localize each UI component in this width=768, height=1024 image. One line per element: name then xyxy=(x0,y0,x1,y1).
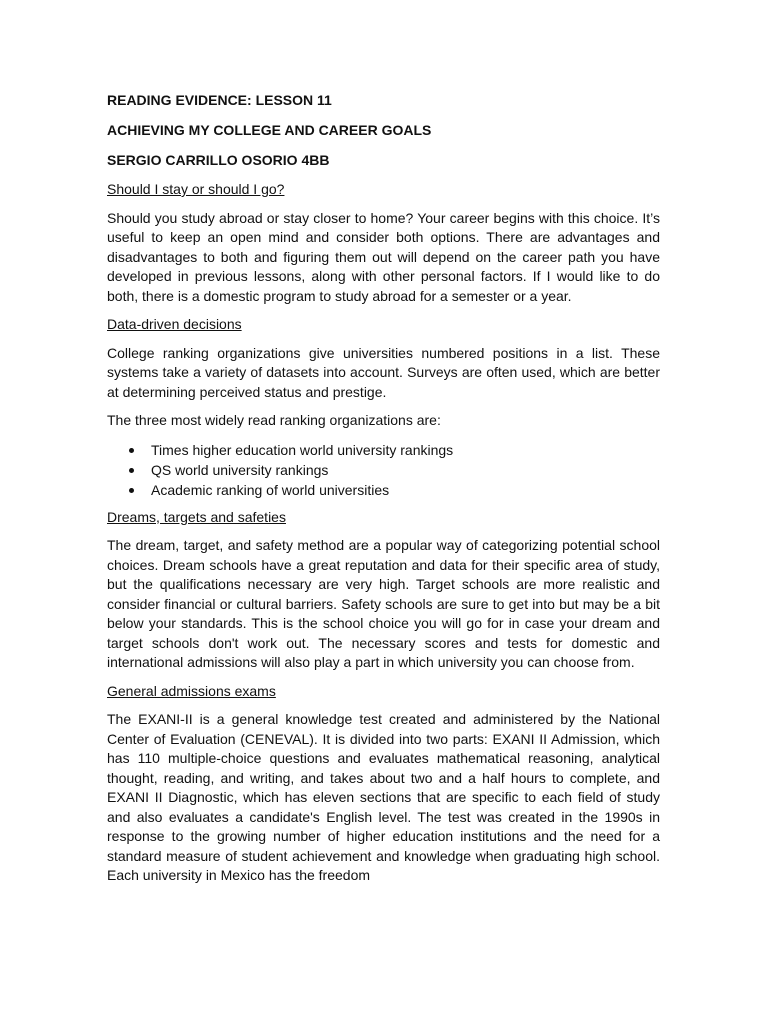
paragraph-data-driven: College ranking organizations give universities numbered positions in a list. These systems take a variety of datasets into account. Surveys are often used, which are better at determining perceived status and prestige. xyxy=(107,344,660,400)
bullet-icon xyxy=(129,468,134,473)
list-item xyxy=(107,440,660,460)
list-item xyxy=(107,460,660,480)
paragraph-exams: The EXANI-II is a general knowledge test created and administered by the National Center of Evaluation (CENEVAL). It is divided into two parts: EXANI II Admission, which has 110 multiple-choice questions and evaluates mathematical reasoning, analytical thought, reading, and writing, and takes about two and a half hours to complete, and EXANI II Diagnostic, which has eleven sections that are specific to each field of study and also evaluates a candidate's English level. The test was created in the 1990s in response to the growing number of higher education institutions and the need for a standard measure of student achievement and knowledge when graduating high school. Each university in Mexico has the freedom xyxy=(107,711,660,883)
paragraph-dreams: The dream, target, and safety method are a popular way of categorizing potential school choices. Dream schools have a great reputation and data for their specific area of study, but the qualifications necessary are very high. Target schools are more realistic and consider financial or cultural barriers. Safety schools are sure to get into but may be a bit below your standards. This is the school choice you will go for in case your dream and target schools don't work out. The necessary scores and tests for domestic and international admissions will also play a part in which university you can choose from. xyxy=(107,537,660,670)
list-item-text: Times higher education world university rankings xyxy=(151,441,454,458)
list-item-text: QS world university rankings xyxy=(151,461,329,478)
section-title-stay-or-go: Should I stay or should I go? xyxy=(107,181,285,197)
document-content xyxy=(107,90,660,895)
ranking-organizations-list xyxy=(107,440,660,500)
section-title-data-driven: Data-driven decisions xyxy=(107,316,242,332)
bullet-icon xyxy=(129,448,134,453)
bullet-icon xyxy=(129,488,134,493)
list-item-text: Academic ranking of world universities xyxy=(151,481,390,498)
paragraph-stay-or-go: Should you study abroad or stay closer to home? Your career begins with this choice. It’s useful to keep an open mind and consider both options. There are advantages and disadvantages to both and figuring them out will depend on the career path you have developed in previous lessons, along with other personal factors. If I would like to do both, there is a domestic program to study abroad for a semester or a year. xyxy=(107,209,660,304)
section-title-dreams: Dreams, targets and safeties xyxy=(107,508,286,525)
lesson-title-heading: ACHIEVING MY COLLEGE AND CAREER GOALS xyxy=(107,122,432,138)
paragraph-ranking-intro: The three most widely read ranking organizations are: xyxy=(107,412,441,428)
reading-evidence-heading: READING EVIDENCE: LESSON 11 xyxy=(107,92,332,108)
section-title-exams: General admissions exams xyxy=(107,682,276,699)
list-item xyxy=(107,480,660,500)
author-heading: SERGIO CARRILLO OSORIO 4BB xyxy=(107,152,330,168)
